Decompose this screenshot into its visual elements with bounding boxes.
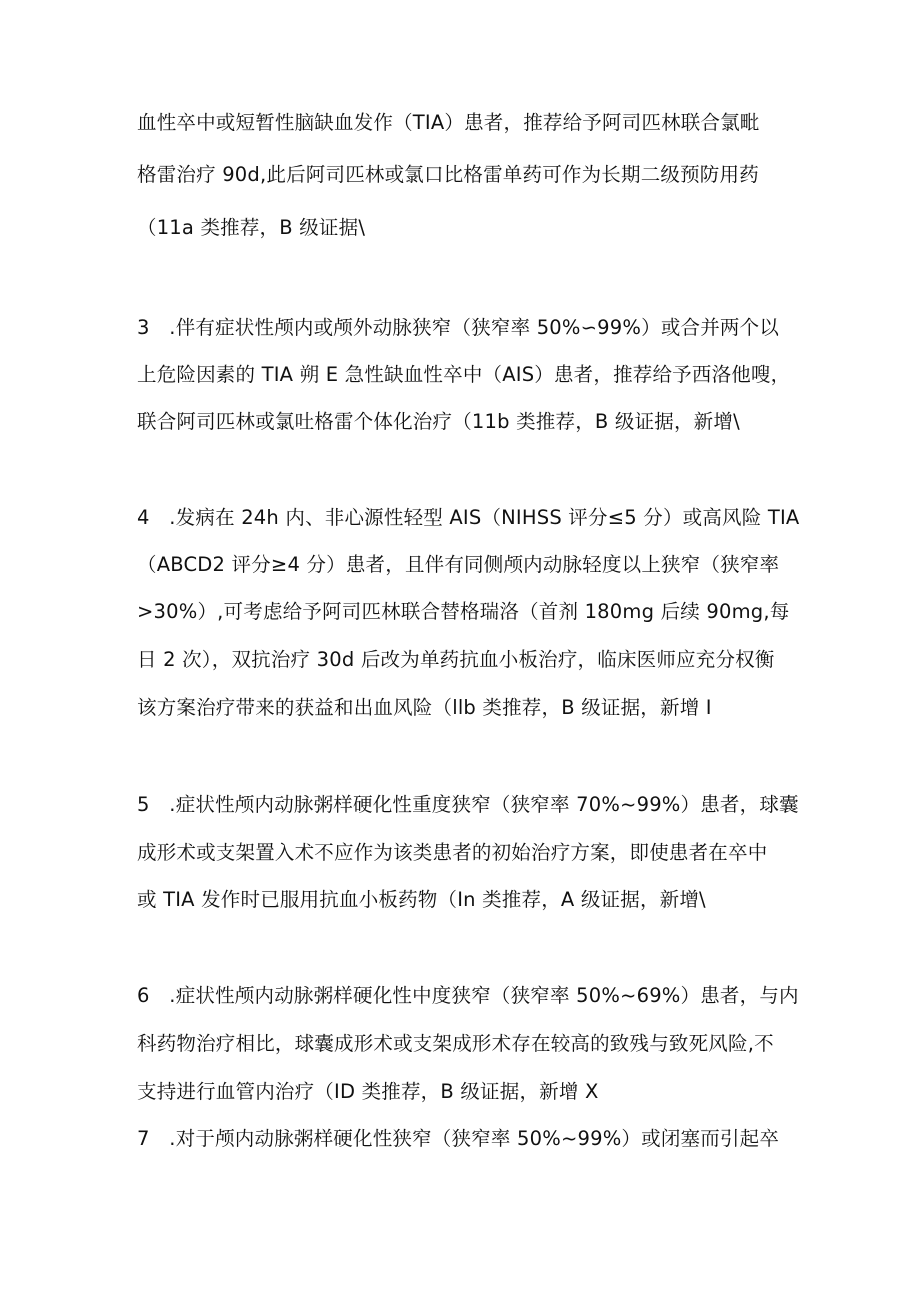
text-line: 支持进行血管内治疗（ID 类推荐，B 级证据，新增 X (137, 1080, 599, 1103)
text-line: 5 .症状性颅内动脉粥样硬化性重度狭窄（狭窄率 70%~99%）患者，球囊 (137, 793, 799, 816)
text-line: 该方案治疗带来的获益和出血风险（llb 类推荐，B 级证据，新增 I (137, 696, 712, 719)
text-line: 日 2 次），双抗治疗 30d 后改为单药抗血小板治疗，临床医师应充分权衡 (137, 648, 775, 671)
text-line: 联合阿司匹林或氯吐格雷个体化治疗（11b 类推荐，B 级证据，新增\ (137, 410, 740, 433)
text-line: 成形术或支架置入术不应作为该类患者的初始治疗方案，即使患者在卒中 (137, 841, 768, 864)
text-line: 6 .症状性颅内动脉粥样硬化性中度狭窄（狭窄率 50%~69%）患者，与内 (137, 984, 799, 1007)
text-line: 4 .发病在 24h 内、非心源性轻型 AIS（NIHSS 评分≤5 分）或高风险 TIA (137, 506, 800, 529)
text-line: （11a 类推荐，B 级证据\ (137, 216, 366, 239)
text-line: 血性卒中或短暂性脑缺血发作（TIA）患者，推荐给予阿司匹林联合氯毗 (137, 111, 760, 134)
text-line: 或 TIA 发作时已服用抗血小板药物（In 类推荐，A 级证据，新增\ (137, 888, 706, 911)
text-line: 3 .伴有症状性颅内或颅外动脉狭窄（狭窄率 50%∽99%）或合并两个以 (137, 316, 780, 339)
text-line: >30%）,可考虑给予阿司匹林联合替格瑞洛（首剂 180mg 后续 90mg,每 (137, 600, 790, 623)
text-line: 7 .对于颅内动脉粥样硬化性狭窄（狭窄率 50%~99%）或闭塞而引起卒 (137, 1127, 780, 1150)
text-line: 格雷治疗 90d,此后阿司匹林或氯口比格雷单药可作为长期二级预防用药 (137, 163, 759, 186)
text-line: 科药物治疗相比，球囊成形术或支架成形术存在较高的致残与致死风险,不 (137, 1032, 774, 1055)
text-line: 上危险因素的 TIA 朔 E 急性缺血性卒中（AIS）患者，推荐给予西洛他嗖， (137, 363, 791, 386)
text-line: （ABCD2 评分≥4 分）患者，且伴有同侧颅内动脉轻度以上狭窄（狭窄率 (137, 553, 780, 576)
